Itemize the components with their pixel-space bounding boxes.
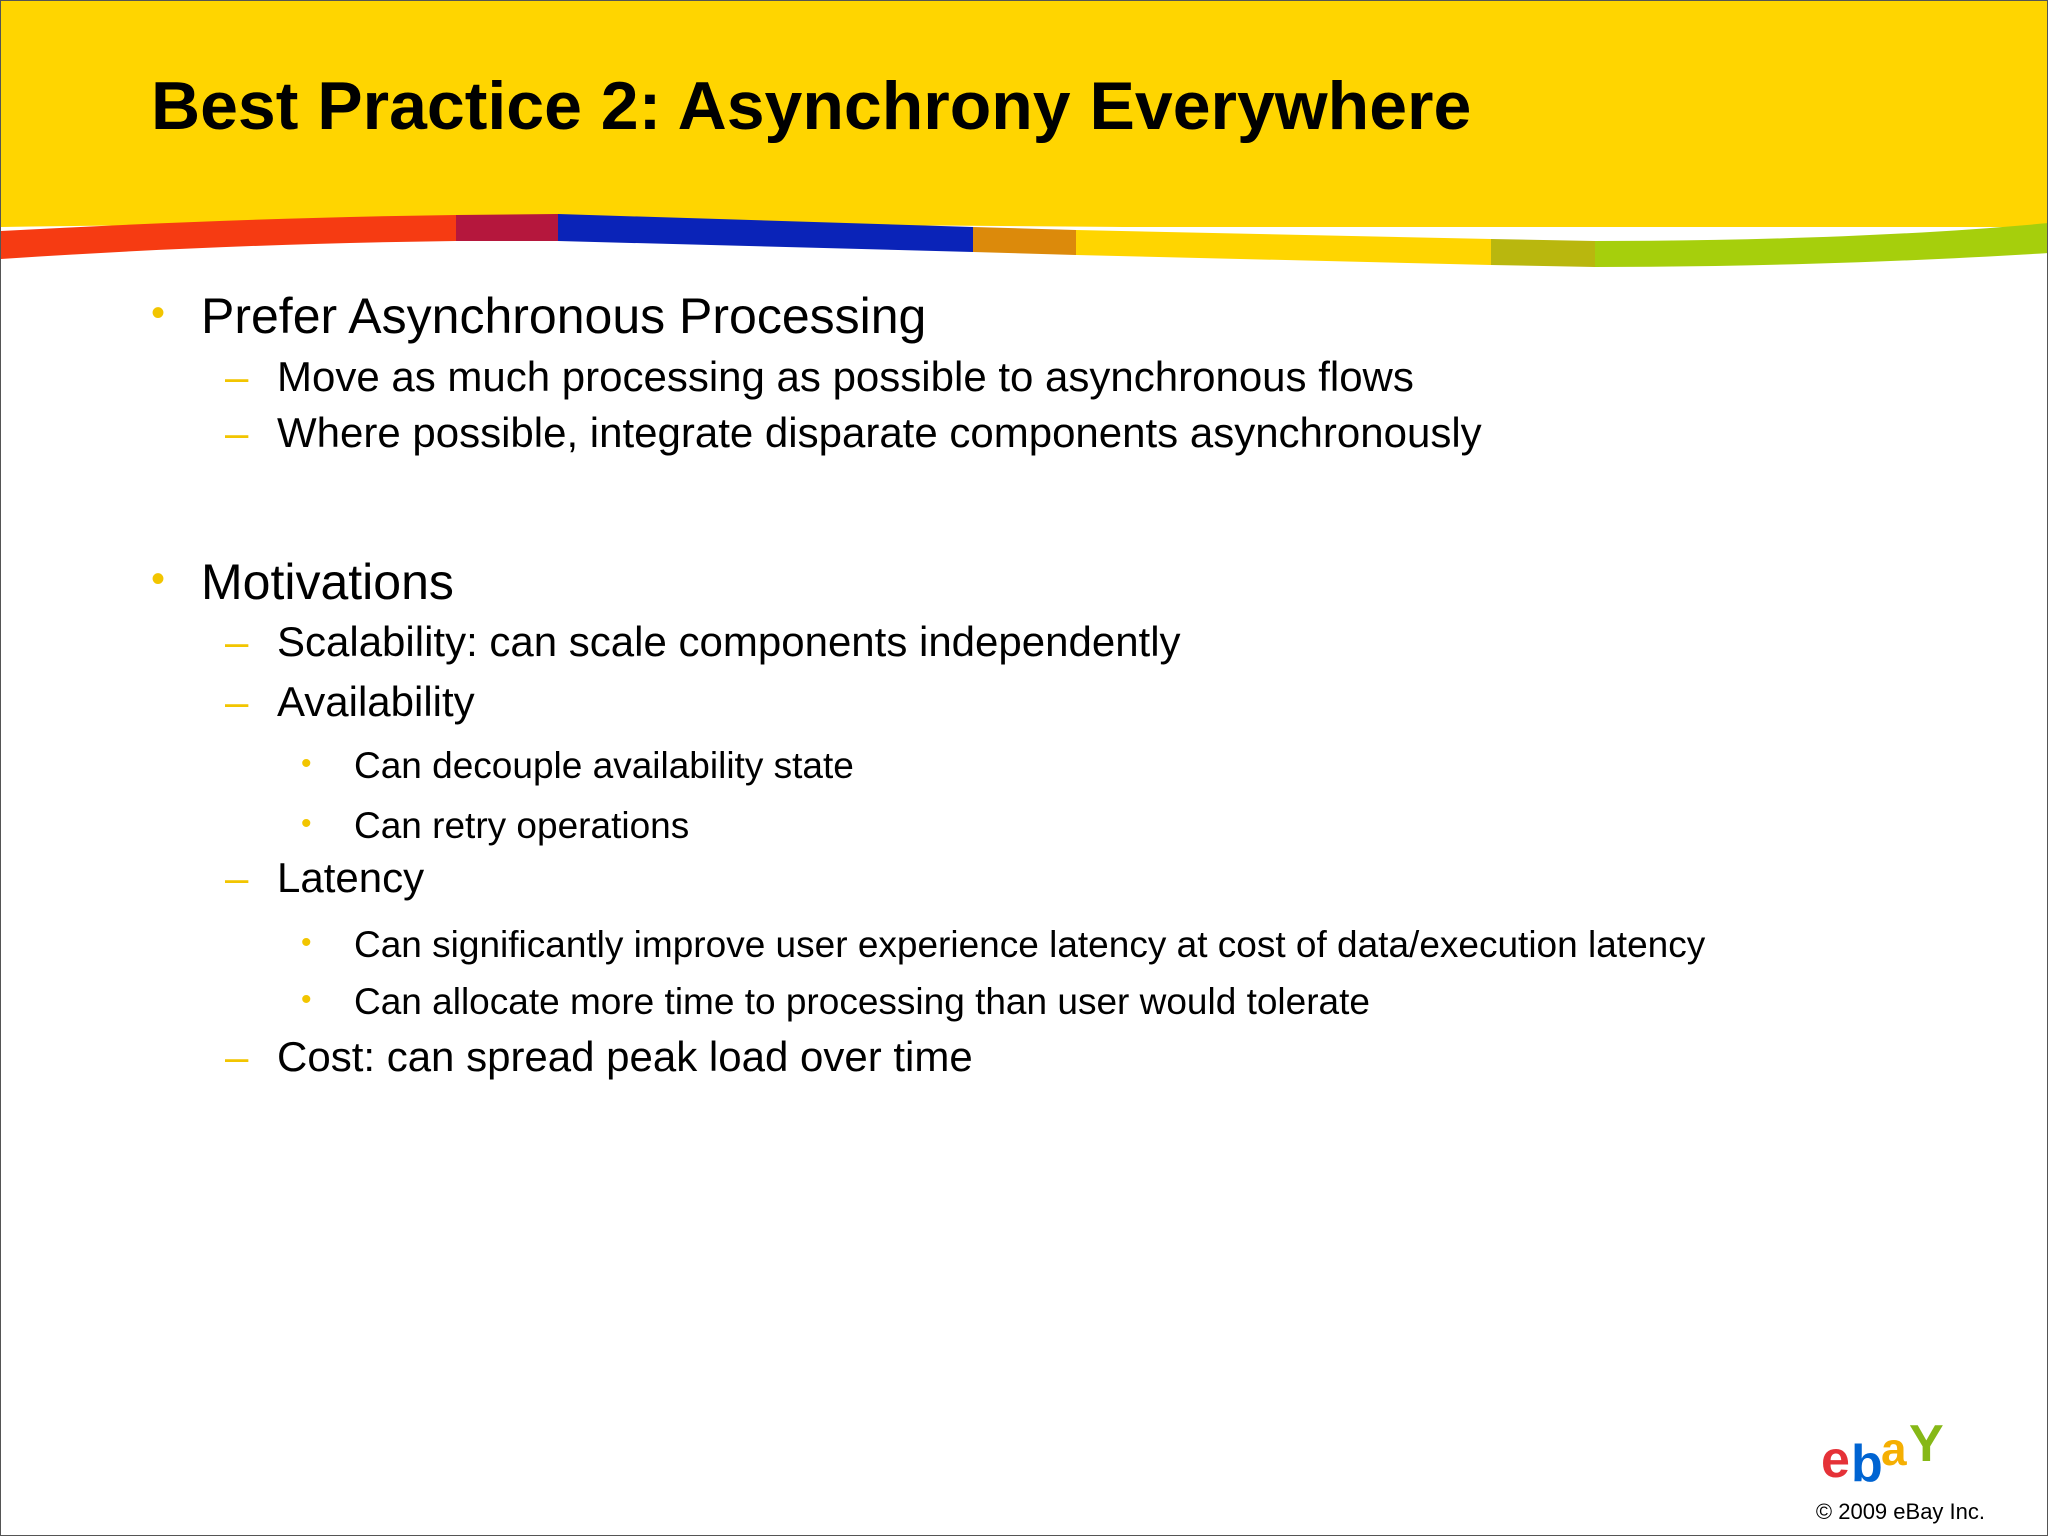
bullet-text: Availability [277, 678, 475, 725]
dash-marker: – [225, 854, 249, 901]
bullet-marker: • [301, 926, 312, 959]
bullet-text: Motivations [201, 554, 454, 610]
dash-marker: – [225, 618, 249, 665]
bullet-text: Can decouple availability state [354, 745, 854, 786]
dash-marker: – [225, 678, 249, 725]
copyright-text: © 2009 eBay Inc. [1815, 1499, 1985, 1524]
bullet-text: Where possible, integrate disparate components asynchronously [277, 409, 1482, 456]
bullet-text: Can retry operations [354, 805, 690, 846]
bullet-text: Can significantly improve user experience latency at cost of data/execution latency [354, 924, 1706, 965]
ebay-logo [1817, 1419, 1967, 1489]
bullet-marker: • [151, 291, 166, 335]
bullet-text: Prefer Asynchronous Processing [201, 288, 927, 344]
bullet-text: Scalability: can scale components independently [277, 618, 1181, 665]
logo-letter-y: Y [1909, 1419, 1944, 1473]
bullet-marker: • [301, 747, 312, 780]
bullet-text: Move as much processing as possible to asynchronous flows [277, 353, 1414, 400]
bullet-marker: • [151, 557, 166, 601]
dash-marker: – [225, 409, 249, 456]
dash-marker: – [225, 1033, 249, 1080]
logo-letter-e: e [1821, 1431, 1846, 1489]
bullet-text: Cost: can spread peak load over time [277, 1033, 973, 1080]
bullet-list [1, 1, 2048, 1536]
logo-letter-a: a [1881, 1423, 1907, 1475]
bullet-marker: • [301, 807, 312, 840]
bullet-text: Latency [277, 854, 425, 901]
bullet-text: Can allocate more time to processing than user would tolerate [354, 981, 1370, 1022]
dash-marker: – [225, 353, 249, 400]
bullet-marker: • [301, 983, 312, 1016]
logo-letter-b: b [1851, 1435, 1883, 1489]
slide-title: Best Practice 2: Asynchrony Everywhere [151, 68, 1472, 144]
